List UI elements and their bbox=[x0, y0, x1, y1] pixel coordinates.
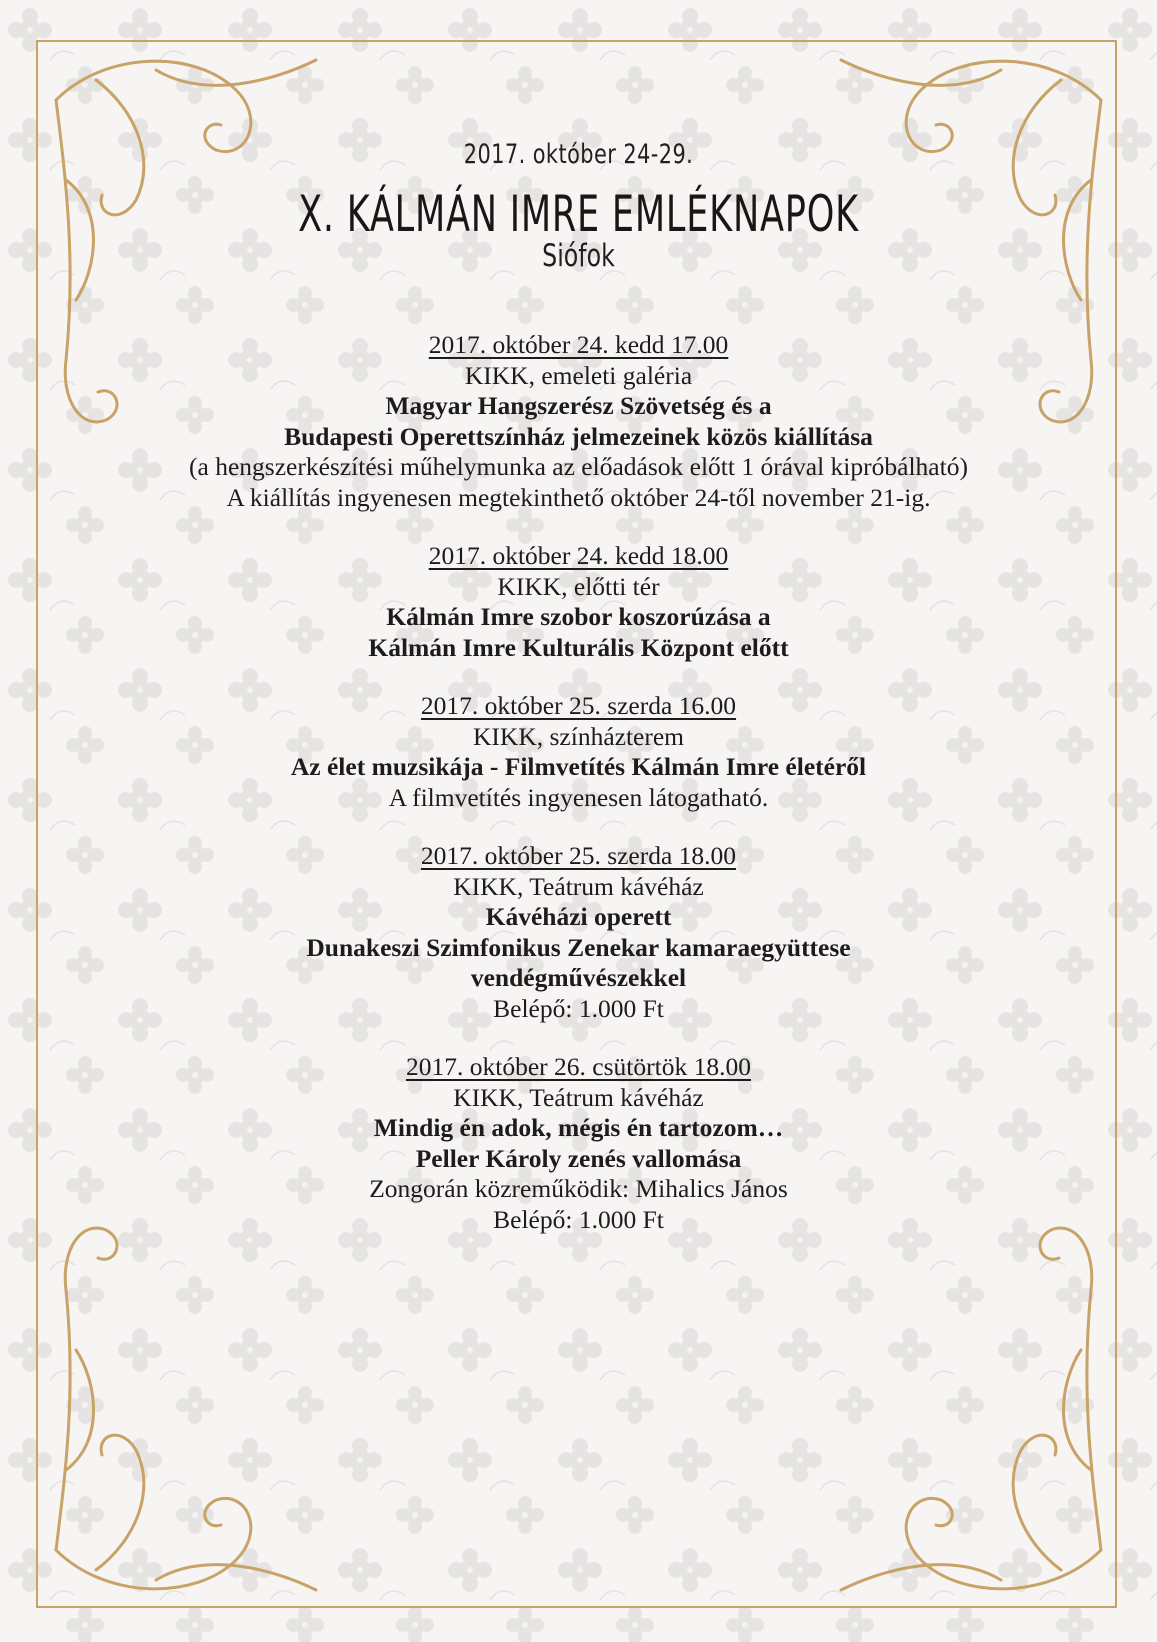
festival-date-range: 2017. október 24-29. bbox=[463, 139, 694, 170]
event-title-line: Budapesti Operettszínház jelmezeinek közös kiállítása bbox=[284, 421, 873, 451]
event-item bbox=[0, 841, 1157, 1024]
event-list bbox=[0, 330, 1157, 1263]
event-note: A kiállítás ingyenesen megtekinthető október 24-től november 21-ig. bbox=[226, 482, 931, 512]
event-venue: KIKK, Teátrum kávéház bbox=[453, 871, 704, 901]
event-datetime: 2017. október 25. szerda 16.00 bbox=[420, 691, 737, 720]
event-note: A filmvetítés ingyenesen látogatható. bbox=[388, 782, 769, 812]
event-venue: KIKK, Teátrum kávéház bbox=[453, 1082, 704, 1112]
event-datetime: 2017. október 26. csütörtök 18.00 bbox=[406, 1052, 751, 1081]
page-header bbox=[0, 138, 1157, 274]
event-venue: KIKK, emeleti galéria bbox=[464, 360, 693, 390]
event-title-line: vendégművészekkel bbox=[470, 963, 687, 992]
event-title-line: Magyar Hangszerész Szövetség és a bbox=[385, 391, 772, 420]
event-title-line: Kávéházi operett bbox=[485, 902, 672, 931]
event-venue: KIKK, színházterem bbox=[473, 721, 684, 751]
event-note: Zongorán közreműködik: Mihalics János bbox=[369, 1174, 788, 1203]
event-title-line: Az élet muzsikája - Filmvetítés Kálmán Imre életéről bbox=[290, 752, 867, 781]
page-title: X. KÁLMÁN IMRE EMLÉKNAPOK bbox=[298, 185, 859, 243]
event-datetime: 2017. október 24. kedd 18.00 bbox=[428, 541, 729, 570]
event-title-line: Kálmán Imre Kulturális Központ előtt bbox=[368, 632, 789, 662]
event-title-line: Dunakeszi Szimfonikus Zenekar kamaraegyüttese bbox=[306, 932, 851, 962]
event-title-line: Kálmán Imre szobor koszorúzása a bbox=[386, 602, 771, 631]
event-datetime: 2017. október 24. kedd 17.00 bbox=[428, 330, 729, 359]
event-note: Belépő: 1.000 Ft bbox=[493, 1204, 664, 1234]
event-note: Belépő: 1.000 Ft bbox=[493, 993, 664, 1023]
event-item bbox=[0, 541, 1157, 663]
event-title-line: Mindig én adok, mégis én tartozom… bbox=[373, 1113, 784, 1142]
event-title-line: Peller Károly zenés vallomása bbox=[415, 1143, 742, 1173]
event-item bbox=[0, 330, 1157, 513]
event-note: (a hengszerkészítési műhelymunka az előadások előtt 1 órával kipróbálható) bbox=[189, 452, 968, 481]
event-item bbox=[0, 1052, 1157, 1235]
event-datetime: 2017. október 25. szerda 18.00 bbox=[420, 841, 737, 870]
event-venue: KIKK, előtti tér bbox=[497, 571, 660, 601]
event-item bbox=[0, 691, 1157, 813]
festival-city: Siófok bbox=[542, 238, 615, 274]
